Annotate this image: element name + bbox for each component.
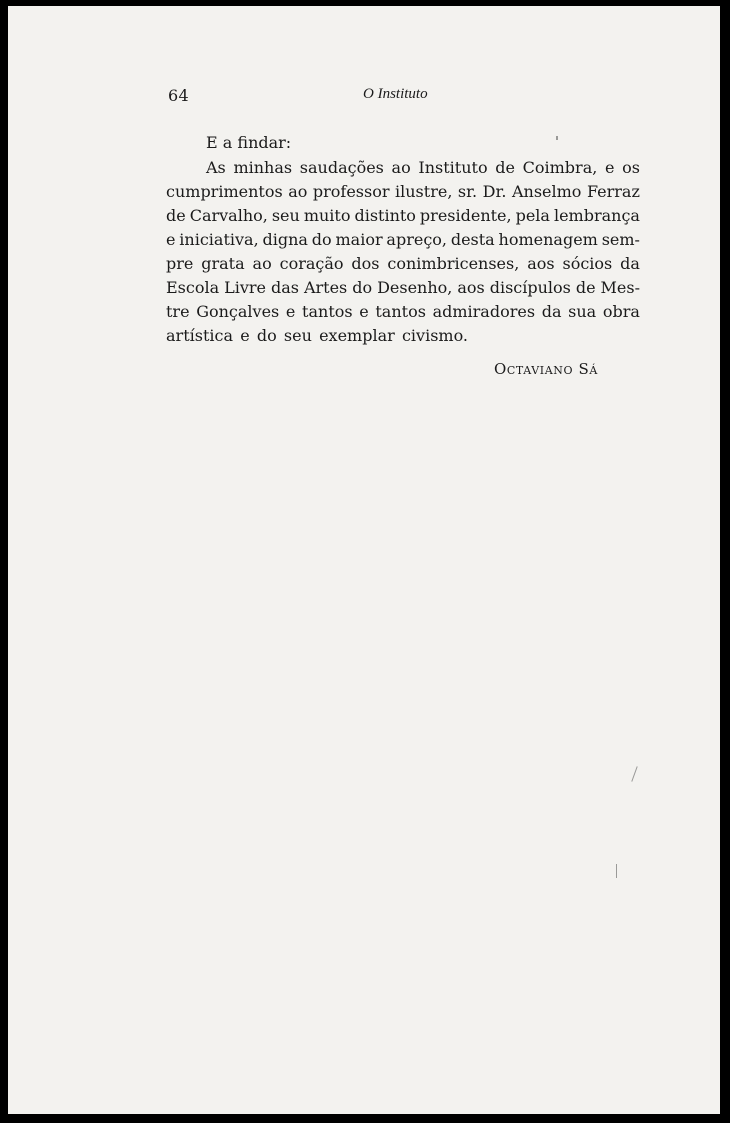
word: apreço, xyxy=(386,230,447,249)
paragraph-line xyxy=(166,302,640,321)
word: Anselmo xyxy=(511,182,582,201)
word: grata xyxy=(201,254,245,273)
paragraph-line xyxy=(166,230,640,249)
word: tantos xyxy=(375,302,426,321)
paper-speck xyxy=(616,864,617,878)
word: desta xyxy=(450,230,495,249)
word: Ferraz xyxy=(586,182,640,201)
page-number: 64 xyxy=(168,86,189,105)
word: ao xyxy=(252,254,272,273)
word: minhas xyxy=(233,158,293,177)
word: sem- xyxy=(601,230,640,249)
running-title: O Instituto xyxy=(363,86,428,102)
word: e xyxy=(166,230,176,249)
word: Mes- xyxy=(600,278,640,297)
word: professor xyxy=(312,182,390,201)
word: sua xyxy=(568,302,597,321)
paragraph-line xyxy=(166,326,468,345)
word: digna xyxy=(262,230,308,249)
word: ao xyxy=(288,182,308,201)
word: sr. xyxy=(457,182,478,201)
word: ao xyxy=(391,158,411,177)
word: do xyxy=(256,326,277,345)
word: Coimbra, xyxy=(522,158,598,177)
word: coração xyxy=(279,254,344,273)
word: Artes xyxy=(303,278,348,297)
word: lembrança xyxy=(553,206,640,225)
word: da xyxy=(620,254,640,273)
paragraph-line xyxy=(166,254,640,273)
word: presidente, xyxy=(419,206,512,225)
word: aos xyxy=(457,278,485,297)
word: de xyxy=(166,206,186,225)
word: tantos xyxy=(302,302,353,321)
word: dos xyxy=(351,254,380,273)
word: e xyxy=(359,302,369,321)
paragraph-line xyxy=(166,182,640,201)
word: Carvalho, xyxy=(189,206,268,225)
opening-line: E a findar: xyxy=(206,133,292,152)
word: distinto xyxy=(354,206,416,225)
word: civismo. xyxy=(401,326,469,345)
word: do xyxy=(311,230,332,249)
word: do xyxy=(352,278,373,297)
word: Escola xyxy=(166,278,220,297)
word: exemplar xyxy=(319,326,395,345)
word: ilustre, xyxy=(395,182,453,201)
word: de xyxy=(575,278,596,297)
word: Desenho, xyxy=(377,278,453,297)
document-page xyxy=(8,6,720,1114)
word: e xyxy=(605,158,615,177)
word: Instituto xyxy=(418,158,488,177)
paragraph-line xyxy=(166,206,640,225)
paragraph-line xyxy=(206,158,640,177)
word: os xyxy=(622,158,640,177)
word: e xyxy=(285,302,296,321)
paragraph-line xyxy=(166,278,640,297)
word: maior xyxy=(335,230,383,249)
word: da xyxy=(541,302,562,321)
word: homenagem xyxy=(498,230,598,249)
word: pela xyxy=(515,206,550,225)
word: admiradores xyxy=(432,302,536,321)
paper-speck xyxy=(631,766,637,781)
word: Livre xyxy=(224,278,267,297)
word: discípulos xyxy=(489,278,571,297)
word: seu xyxy=(283,326,312,345)
word: conimbricenses, xyxy=(387,254,520,273)
author-signature: Octaviano Sá xyxy=(494,360,598,378)
word: obra xyxy=(602,302,640,321)
word: aos xyxy=(527,254,555,273)
word: tre xyxy=(166,302,190,321)
word: pre xyxy=(166,254,194,273)
word: e xyxy=(240,326,250,345)
word: Dr. xyxy=(482,182,507,201)
paper-speck xyxy=(556,136,558,140)
word: sócios xyxy=(562,254,613,273)
word: das xyxy=(270,278,299,297)
word: As xyxy=(206,158,226,177)
word: Gonçalves xyxy=(196,302,280,321)
word: seu xyxy=(271,206,300,225)
word: de xyxy=(495,158,515,177)
word: saudações xyxy=(299,158,384,177)
word: cumprimentos xyxy=(166,182,283,201)
word: iniciativa, xyxy=(179,230,259,249)
word: artística xyxy=(166,326,233,345)
word: muito xyxy=(303,206,351,225)
